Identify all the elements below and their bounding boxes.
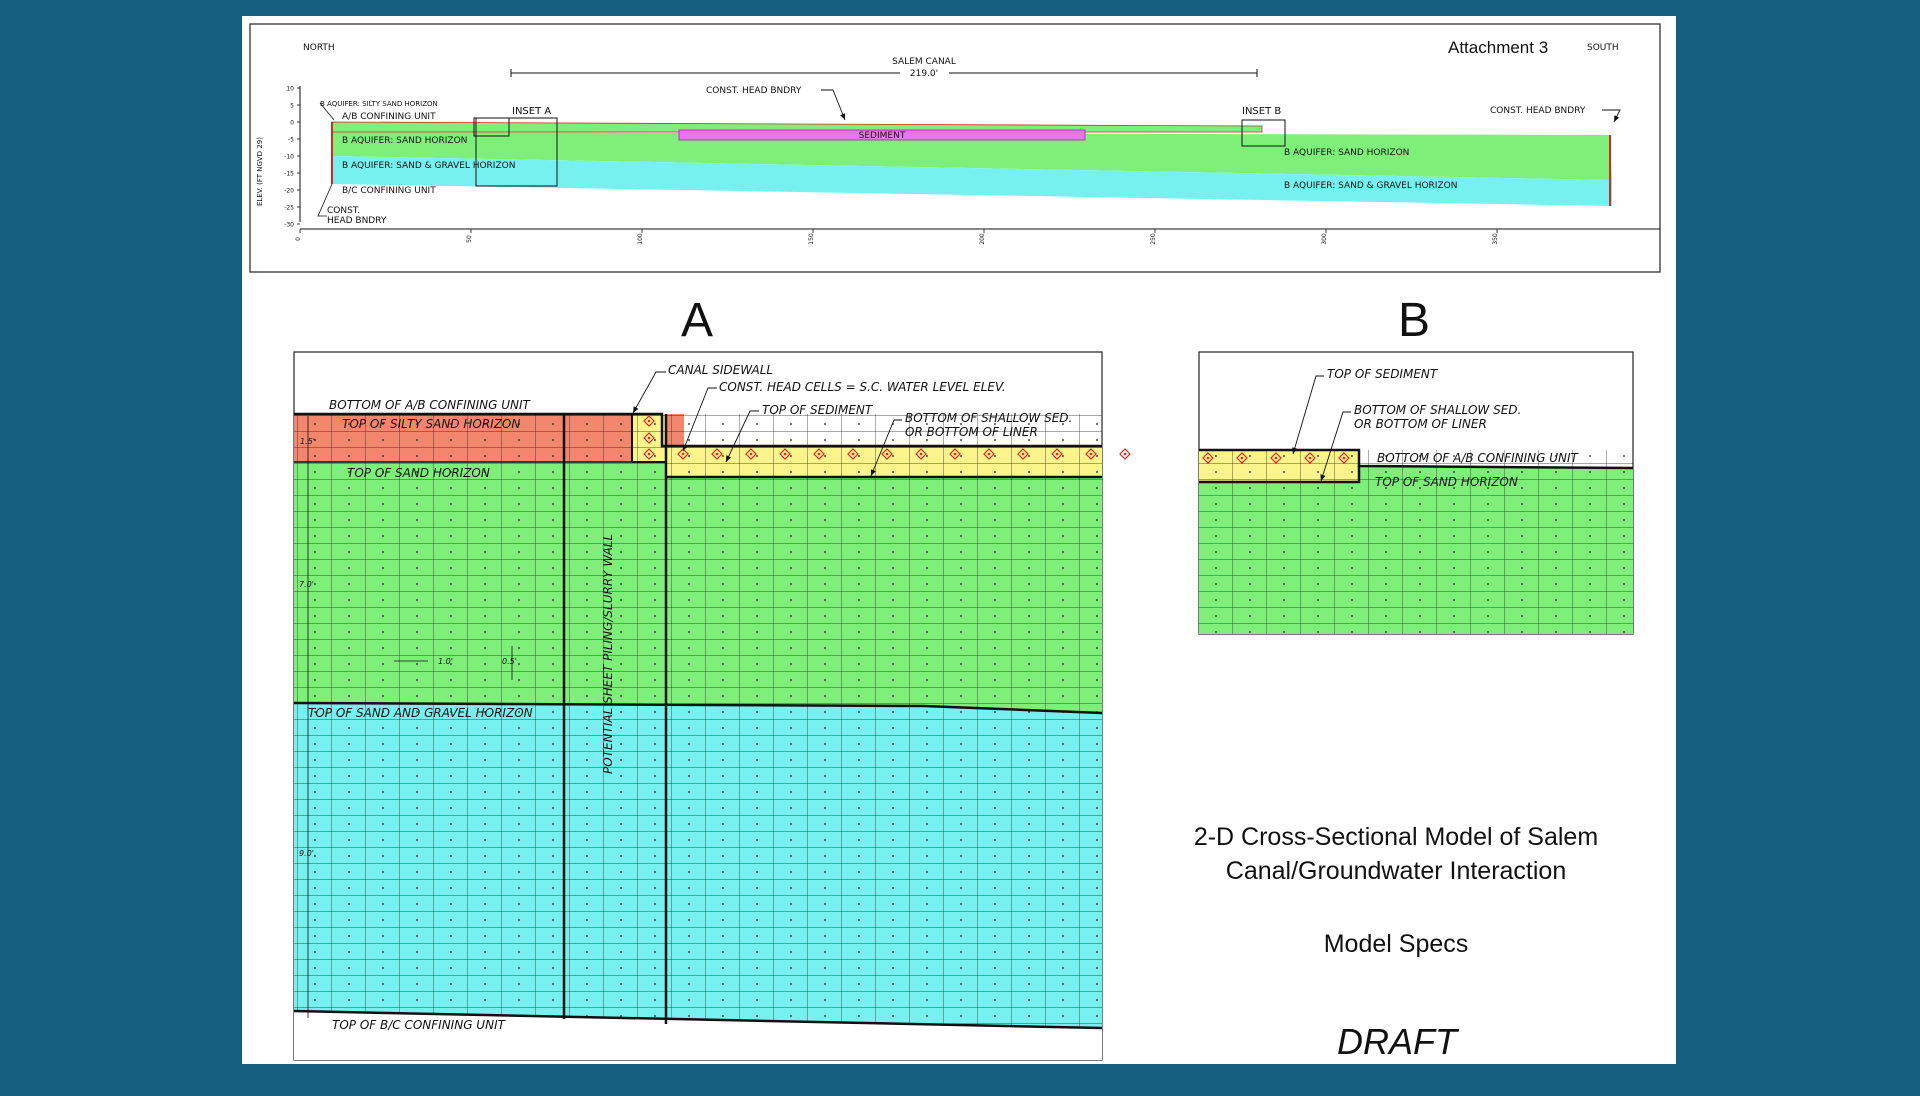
- inset-a-heading: A: [680, 294, 714, 347]
- label-top-bc: TOP OF B/C CONFINING UNIT: [332, 1018, 505, 1032]
- b-label-bottom-shallow-1: BOTTOM OF SHALLOW SED.: [1354, 403, 1522, 417]
- slide: [242, 16, 1676, 1064]
- sediment-label: SEDIMENT: [858, 131, 906, 141]
- inset-a-label: INSET A: [512, 106, 552, 117]
- caption-line-1: 2-D Cross-Sectional Model of Salem: [1193, 823, 1599, 851]
- canal-label: SALEM CANAL: [892, 57, 956, 67]
- layer-label-sand: B AQUIFER: SAND HORIZON: [342, 136, 468, 146]
- const-head-left-2: HEAD BNDRY: [327, 216, 387, 226]
- const-head-right-label: CONST. HEAD BNDRY: [1490, 106, 1586, 116]
- dim-1-0: 1.0': [438, 657, 453, 666]
- layer-label-bc: B/C CONFINING UNIT: [342, 186, 436, 196]
- draft-label: DRAFT: [1337, 1021, 1457, 1062]
- layer-label-silty: B AQUIFER: SILTY SAND HORIZON: [320, 100, 438, 108]
- label-canal-sidewall: CANAL SIDEWALL: [668, 363, 774, 377]
- y-tick-label: -25: [284, 204, 294, 212]
- south-label: SOUTH: [1587, 43, 1619, 53]
- label-top-silty: TOP OF SILTY SAND HORIZON: [342, 417, 521, 431]
- model-specs: Model Specs: [1323, 930, 1469, 958]
- y-tick-label: 5: [290, 102, 294, 110]
- b-label-bottom-ab: BOTTOM OF A/B CONFINING UNIT: [1377, 451, 1578, 465]
- y-tick-label: 0: [290, 119, 294, 127]
- inset-a-grid: [294, 414, 1102, 1036]
- label-top-sediment: TOP OF SEDIMENT: [762, 403, 873, 417]
- b-label-top-sand: TOP OF SAND HORIZON: [1375, 475, 1518, 489]
- x-tick-label: 100: [637, 233, 644, 245]
- dim-7-0: 7.0': [299, 580, 314, 589]
- dim-0-5: 0.5': [502, 657, 517, 666]
- label-const-head-cells: CONST. HEAD CELLS = S.C. WATER LEVEL ELEV.: [719, 380, 1006, 394]
- label-top-sand: TOP OF SAND HORIZON: [347, 466, 490, 480]
- inset-a-panel: [294, 352, 1130, 1060]
- x-tick-label: 300: [1321, 233, 1328, 245]
- y-tick-label: 10: [286, 85, 294, 93]
- x-tick-label: 250: [1150, 233, 1157, 245]
- x-tick-label: 0: [295, 237, 302, 241]
- x-tick-label: 350: [1492, 233, 1499, 245]
- inset-b-heading: B: [1397, 294, 1431, 347]
- label-bottom-shallow-1: BOTTOM OF SHALLOW SED.: [905, 411, 1073, 425]
- y-tick-label: -20: [284, 187, 294, 195]
- label-bottom-ab: BOTTOM OF A/B CONFINING UNIT: [329, 398, 530, 412]
- y-tick-label: -5: [288, 136, 294, 144]
- x-tick-label: 50: [466, 235, 473, 243]
- drawing-canvas: [242, 16, 1676, 1064]
- layer-label-sand-right: B AQUIFER: SAND HORIZON: [1284, 148, 1410, 158]
- layer-label-ab: A/B CONFINING UNIT: [342, 112, 436, 122]
- label-sheet-piling: POTENTIAL SHEET PILING/SLURRY WALL: [601, 533, 615, 774]
- const-head-top-label: CONST. HEAD BNDRY: [706, 86, 802, 96]
- y-axis-label: ELEV. (FT NGVD 29): [256, 137, 264, 206]
- north-label: NORTH: [303, 43, 335, 53]
- dim-9-0: 9.0': [299, 849, 314, 858]
- layer-label-gravel-right: B AQUIFER: SAND & GRAVEL HORIZON: [1284, 181, 1458, 191]
- label-bottom-shallow-2: OR BOTTOM OF LINER: [905, 425, 1038, 439]
- canal-length: 219.0': [909, 69, 939, 79]
- b-label-bottom-shallow-2: OR BOTTOM OF LINER: [1354, 417, 1487, 431]
- inset-b-panel: [1199, 352, 1633, 634]
- caption-line-2: Canal/Groundwater Interaction: [1225, 857, 1567, 885]
- layer-label-gravel: B AQUIFER: SAND & GRAVEL HORIZON: [342, 161, 516, 171]
- overview-cross-section: [250, 24, 1660, 272]
- dim-1-5: 1.5': [300, 437, 315, 446]
- inset-b-label: INSET B: [1242, 106, 1282, 117]
- x-tick-label: 200: [979, 233, 986, 245]
- y-tick-label: -15: [284, 170, 294, 178]
- const-head-left-1: CONST.: [327, 206, 361, 216]
- label-top-sand-gravel: TOP OF SAND AND GRAVEL HORIZON: [308, 706, 533, 720]
- attachment-label: Attachment 3: [1448, 38, 1549, 57]
- y-tick-label: -10: [284, 153, 294, 161]
- b-label-top-sediment: TOP OF SEDIMENT: [1327, 367, 1438, 381]
- y-tick-label: -30: [284, 221, 294, 229]
- x-tick-label: 150: [808, 233, 815, 245]
